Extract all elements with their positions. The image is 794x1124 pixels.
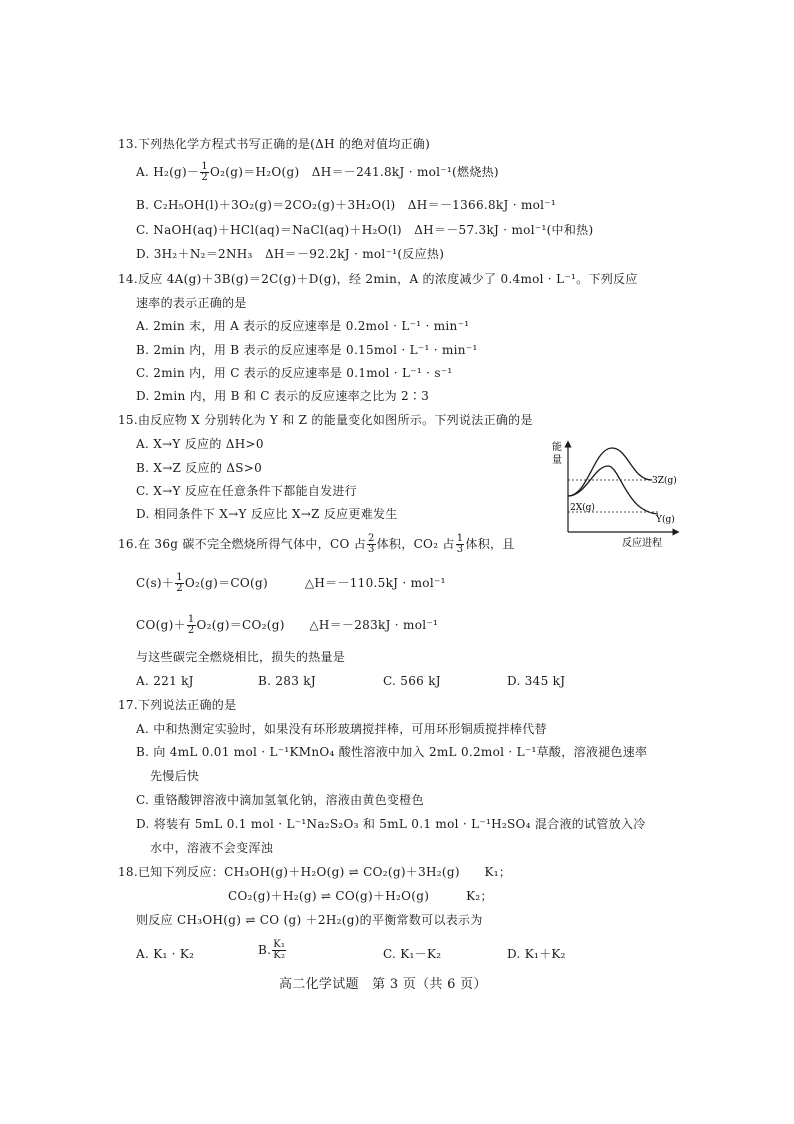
fraction-numerator: K₁: [273, 939, 286, 950]
q13-option-d: D. 3H₂＋N₂＝2NH₃ ΔH＝－92.2kJ · mol⁻¹(反应热): [136, 247, 445, 261]
q13-option-b: B. C₂H₅OH(l)＋3O₂(g)＝2CO₂(g)＋3H₂O(l) ΔH＝－1366.8kJ · mol⁻¹: [136, 198, 557, 212]
fraction-denominator: 2: [176, 583, 183, 594]
q16-option-a: A. 221 kJ: [136, 674, 194, 688]
q17-option-b-line2: 先慢后快: [150, 769, 200, 783]
label-y: Y(g): [656, 515, 675, 525]
fraction-numerator: 1: [201, 161, 208, 172]
energy-diagram: [548, 436, 688, 548]
q18-stem: 18.已知下列反应：CH₃OH(g)＋H₂O(g) ⇌ CO₂(g)＋3H₂(g) K₁；: [118, 865, 512, 879]
fraction: [456, 534, 465, 555]
q13-option-c: C. NaOH(aq)＋HCl(aq)＝NaCl(aq)＋H₂O(l) ΔH＝－57.3kJ · mol⁻¹(中和热): [136, 223, 594, 237]
q13-stem: 13.下列热化学方程式书写正确的是(ΔH 的绝对值均正确): [118, 137, 431, 151]
q17-option-d-line2: 水中，溶液不会变浑浊: [150, 841, 274, 855]
fraction: [272, 940, 286, 961]
q18-option-d: D. K₁＋K₂: [507, 947, 566, 961]
q14-option-c: C. 2min 内，用 C 表示的反应速率是 0.1mol · L⁻¹ · s⁻¹: [136, 366, 453, 380]
q16-eq2-post: O₂(g)＝CO₂(g) △H＝－283kJ · mol⁻¹: [196, 618, 439, 632]
q16-eq1-post: O₂(g)＝CO(g) △H＝－110.5kJ · mol⁻¹: [184, 576, 446, 590]
fraction-denominator: 3: [456, 544, 464, 555]
q16-stem: [118, 534, 515, 555]
fraction-denominator: 2: [187, 625, 195, 636]
fraction-denominator: 3: [368, 544, 375, 555]
fraction: [367, 534, 376, 555]
y-label-char-1: 能: [552, 442, 562, 453]
q17-option-a: A. 中和热测定实验时，如果没有环形玻璃搅拌棒，可用环形铜质搅拌棒代替: [136, 722, 547, 736]
label-x: 2X(g): [570, 503, 595, 513]
q17-option-d-line1: D. 将装有 5mL 0.1 mol · L⁻¹Na₂S₂O₃ 和 5mL 0.1 mol · L⁻¹H₂SO₄ 混合液的试管放入冷: [136, 817, 646, 831]
q18-b-pre: B.: [258, 943, 272, 957]
q13-a-pre: A. H₂(g)－: [136, 165, 200, 179]
q14-stem-line2: 速率的表示正确的是: [136, 296, 247, 310]
q17-option-b-line1: B. 向 4mL 0.01 mol · L⁻¹KMnO₄ 酸性溶液中加入 2mL 0.2mol · L⁻¹草酸，溶液褪色速率: [136, 745, 648, 759]
curve-x-to-z: [568, 448, 652, 496]
q16-option-c: C. 566 kJ: [383, 674, 441, 688]
label-z: 3Z(g): [652, 476, 677, 486]
fraction-numerator: 1: [456, 533, 464, 544]
q16-option-b: B. 283 kJ: [258, 674, 316, 688]
q13-a-post: O₂(g)＝H₂O(g) ΔH＝－241.8kJ · mol⁻¹(燃烧热): [210, 165, 499, 179]
page-footer: 高二化学试题 第 3 页（共 6 页）: [279, 977, 487, 992]
q13-option-a: [136, 162, 499, 183]
fraction-numerator: 1: [176, 572, 183, 583]
y-axis-label: [552, 440, 565, 466]
q16-equation-1: [136, 573, 446, 594]
fraction-numerator: 2: [368, 533, 375, 544]
fraction: [175, 573, 184, 594]
q16-stem-pre: 16.在 36g 碳不完全燃烧所得气体中，CO 占: [118, 537, 366, 551]
fraction-numerator: 1: [187, 614, 195, 625]
q18-option-a: A. K₁ · K₂: [136, 947, 195, 961]
q16-question: 与这些碳完全燃烧相比，损失的热量是: [136, 650, 346, 664]
q18-option-b: [258, 940, 287, 961]
q14-option-a: A. 2min 末，用 A 表示的反应速率是 0.2mol · L⁻¹ · min⁻¹: [136, 319, 470, 333]
fraction-denominator: 2: [201, 172, 208, 183]
q15-option-c: C. X→Y 反应在任意条件下都能自发进行: [136, 484, 358, 498]
q18-reaction-2: CO₂(g)＋H₂(g) ⇌ CO(g)＋H₂O(g) K₂；: [228, 889, 493, 903]
fraction: [187, 615, 196, 636]
q18-option-c: C. K₁－K₂: [383, 947, 442, 961]
fraction-denominator: K₂: [273, 950, 286, 961]
x-axis-label: 反应进程: [622, 538, 662, 548]
q18-question: 则反应 CH₃OH(g) ⇌ CO (g) ＋2H₂(g)的平衡常数可以表示为: [136, 913, 483, 927]
y-label-char-2: 量: [552, 455, 562, 466]
q17-option-c: C. 重铬酸钾溶液中滴加氢氧化钠，溶液由黄色变橙色: [136, 793, 424, 807]
q16-stem-post: 体积，且: [465, 537, 515, 551]
q15-option-b: B. X→Z 反应的 ΔS>0: [136, 461, 263, 475]
q14-option-d: D. 2min 内，用 B 和 C 表示的反应速率之比为 2∶3: [136, 389, 430, 403]
q16-eq2-pre: CO(g)＋: [136, 618, 186, 632]
fraction: [200, 162, 209, 183]
q16-stem-mid: 体积，CO₂ 占: [376, 537, 455, 551]
q16-equation-2: [136, 615, 438, 636]
q14-stem-line1: 14.反应 4A(g)＋3B(g)＝2C(g)＋D(g)，经 2min，A 的浓度减少了 0.4mol · L⁻¹。下列反应: [118, 272, 638, 286]
q15-option-d: D. 相同条件下 X→Y 反应比 X→Z 反应更难发生: [136, 507, 398, 521]
q14-option-b: B. 2min 内，用 B 表示的反应速率是 0.15mol · L⁻¹ · min⁻¹: [136, 343, 478, 357]
q17-stem: 17.下列说法正确的是: [118, 698, 237, 712]
q15-option-a: A. X→Y 反应的 ΔH>0: [136, 437, 264, 451]
q15-stem: 15.由反应物 X 分别转化为 Y 和 Z 的能量变化如图所示。下列说法正确的是: [118, 413, 533, 427]
q16-eq1-pre: C(s)＋: [136, 576, 175, 590]
q16-option-d: D. 345 kJ: [507, 674, 566, 688]
